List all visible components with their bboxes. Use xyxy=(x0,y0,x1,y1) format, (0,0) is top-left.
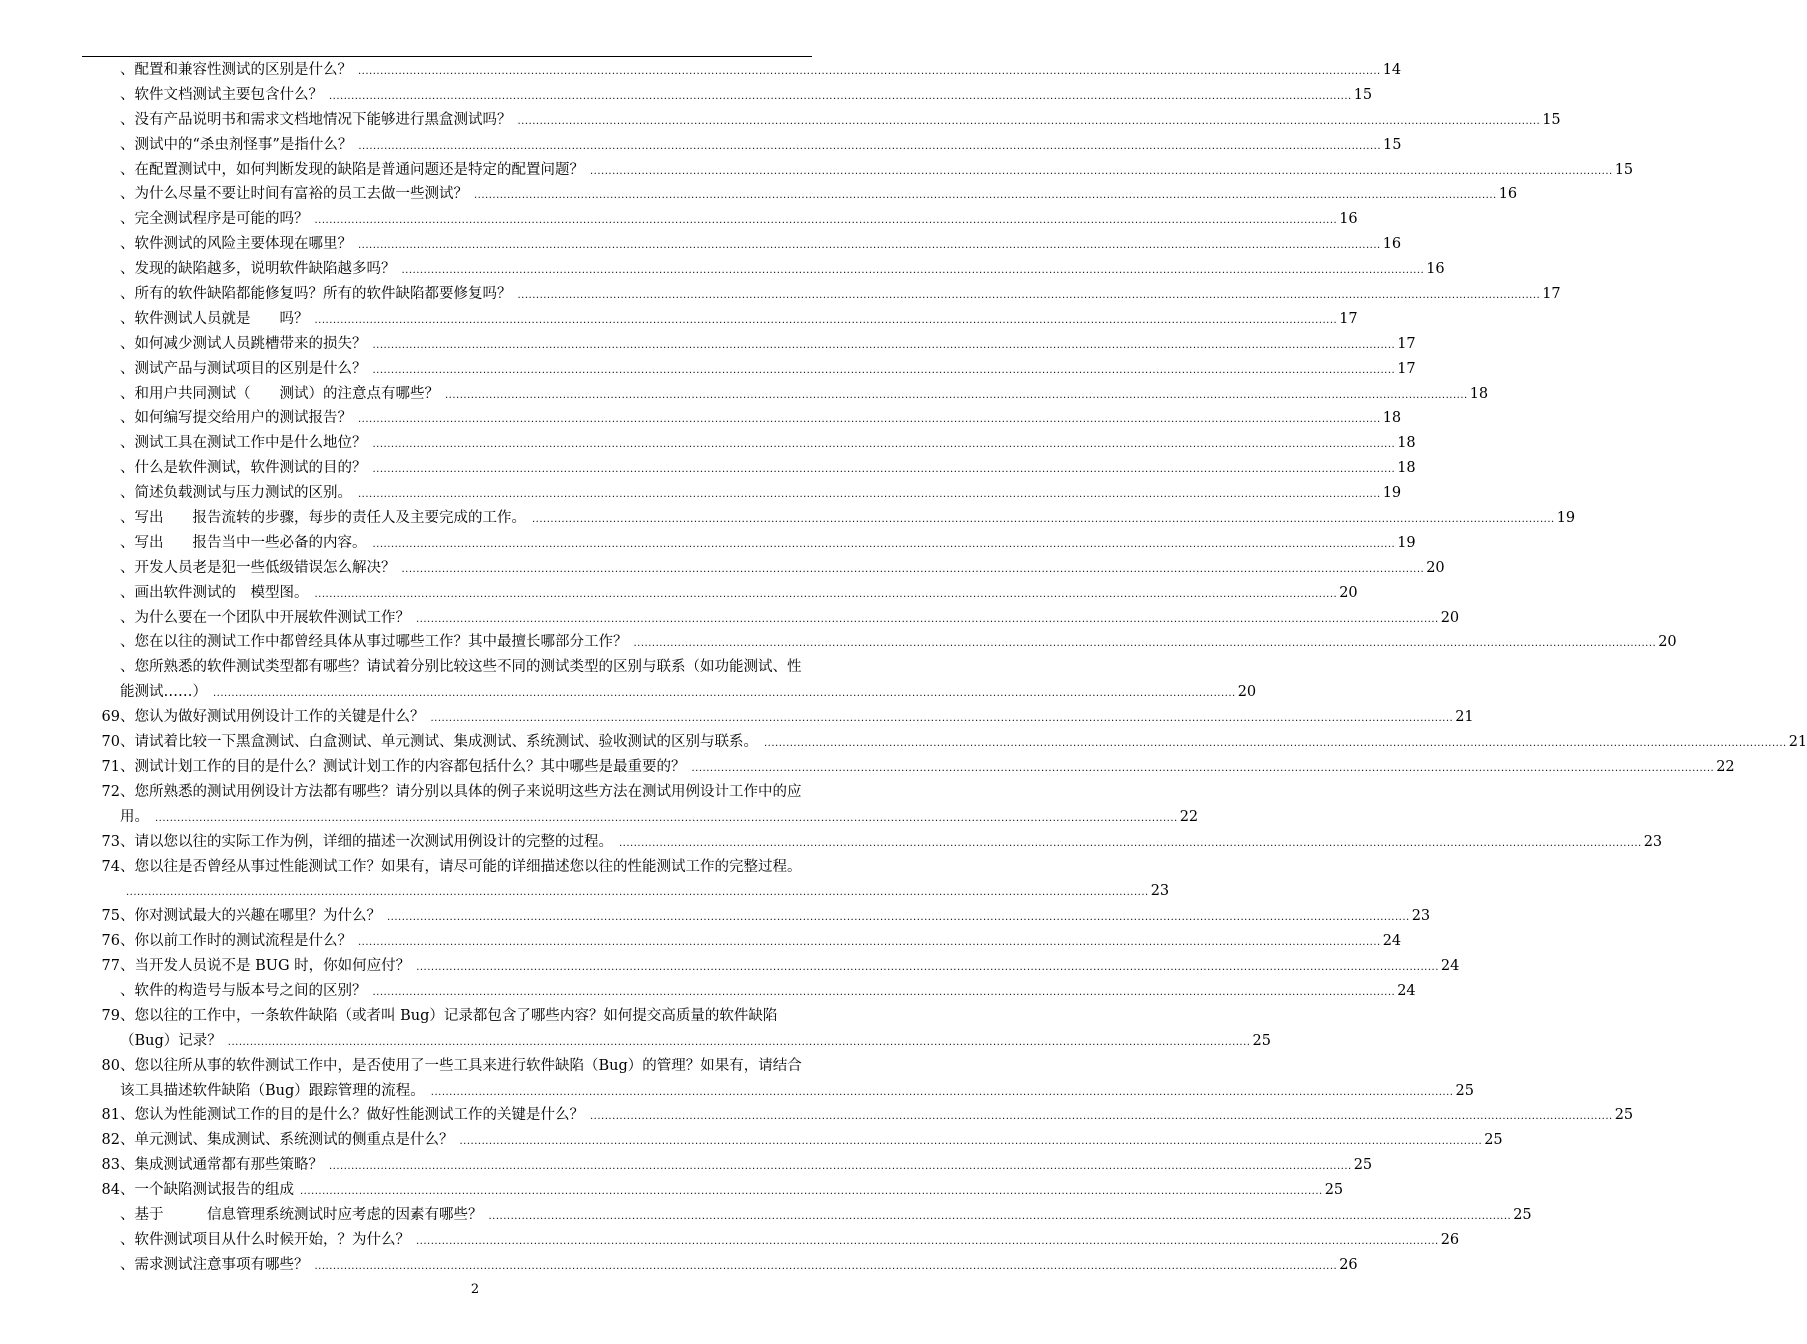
dot-leader xyxy=(358,408,1381,433)
toc-line xyxy=(84,1103,1634,1128)
toc-entry-title: 、完全测试程序是可能的吗？ xyxy=(120,211,309,228)
toc-entry-page: 21 xyxy=(1455,709,1474,726)
toc-line xyxy=(84,1128,1503,1153)
toc-line xyxy=(84,207,1358,232)
toc-line xyxy=(84,431,1416,456)
toc-entry[interactable] xyxy=(84,755,1735,780)
toc-entry-page: 25 xyxy=(1252,1032,1271,1049)
dot-leader xyxy=(228,1031,1251,1056)
toc-entry-title: 、为什么尽量不要让时间有富裕的员工去做一些测试？ xyxy=(120,186,468,203)
toc-entry-page: 23 xyxy=(1411,908,1431,925)
toc-entry-page: 23 xyxy=(1643,833,1663,850)
dot-leader xyxy=(416,608,1439,633)
toc-entry-title: 、测试计划工作的目的是什么？测试计划工作的内容都包括什么？其中哪些是最重要的？ xyxy=(120,758,686,775)
toc-entry-title: 、需求测试注意事项有哪些？ xyxy=(120,1256,309,1273)
toc-entry-page: 24 xyxy=(1440,958,1460,975)
dot-leader xyxy=(619,832,1642,857)
dot-leader xyxy=(358,931,1381,956)
toc-entry-number: 77 xyxy=(101,958,120,975)
toc-entry[interactable] xyxy=(84,1203,1532,1228)
toc-entry-page: 17 xyxy=(1339,310,1358,327)
toc-entry[interactable] xyxy=(84,332,1416,357)
toc-entry-number: 83 xyxy=(101,1157,120,1174)
toc-line xyxy=(84,108,1561,133)
toc-entry-title: 、一个缺陷测试报告的组成 xyxy=(120,1182,294,1199)
toc-line-continuation xyxy=(84,1079,1474,1104)
toc-entry-page: 25 xyxy=(1353,1157,1373,1174)
toc-entry[interactable] xyxy=(84,257,1445,282)
dot-leader xyxy=(402,558,1425,583)
toc-entry-page: 25 xyxy=(1614,1107,1634,1124)
toc-entry[interactable] xyxy=(84,1103,1634,1128)
toc-line xyxy=(84,1253,1358,1278)
dot-leader xyxy=(126,881,1149,906)
toc-line xyxy=(84,904,1431,929)
toc-line xyxy=(84,830,1663,855)
toc-entry[interactable] xyxy=(84,307,1358,332)
toc-entry-page: 18 xyxy=(1382,410,1402,427)
dot-leader xyxy=(373,433,1396,458)
toc-entry[interactable] xyxy=(84,655,1257,705)
toc-entry[interactable] xyxy=(84,406,1402,431)
dot-leader xyxy=(373,334,1396,359)
toc-line xyxy=(84,481,1402,506)
dot-leader xyxy=(590,160,1613,185)
toc-entry-title: 、什么是软件测试，软件测试的目的？ xyxy=(120,460,367,477)
toc-entry-page: 15 xyxy=(1353,86,1373,103)
toc-entry[interactable] xyxy=(84,855,1170,905)
toc-line xyxy=(84,282,1561,307)
toc-line xyxy=(84,83,1373,108)
toc-entry-number: 76 xyxy=(101,933,120,950)
toc-entry[interactable] xyxy=(84,581,1358,606)
toc-entry[interactable] xyxy=(84,357,1416,382)
toc-entry-page: 20 xyxy=(1440,609,1460,626)
toc-entry-title: 、简述负载测试与压力测试的区别。 xyxy=(120,485,352,502)
toc-entry-number: 70 xyxy=(101,734,120,751)
toc-entry-number: 74 xyxy=(101,858,120,875)
toc-entry[interactable] xyxy=(84,1253,1358,1278)
toc-entry-page: 17 xyxy=(1397,335,1416,352)
toc-entry-number: 72 xyxy=(101,783,120,800)
toc-entry-title: 、软件文档测试主要包含什么？ xyxy=(120,86,323,103)
toc-entry-title: 、测试工具在测试工作中是什么地位？ xyxy=(120,435,367,452)
toc-line xyxy=(84,705,1474,730)
toc-entry-page: 25 xyxy=(1455,1082,1474,1099)
toc-entry[interactable] xyxy=(84,282,1561,307)
dot-leader xyxy=(387,906,1410,931)
toc-entry[interactable] xyxy=(84,182,1518,207)
toc-entry-title: 、您以往所从事的软件测试工作中，是否使用了一些工具来进行软件缺陷（Bug）的管理？如果有，请结合 xyxy=(120,1057,802,1074)
toc-entry[interactable] xyxy=(84,158,1634,183)
toc-entry[interactable] xyxy=(84,1228,1460,1253)
toc-entry-page: 26 xyxy=(1440,1231,1460,1248)
toc-entry-page: 20 xyxy=(1658,634,1677,651)
toc-entry-title: 、您所熟悉的测试用例设计方法都有哪些？请分别以具体的例子来说明这些方法在测试用例设计工作中的应 xyxy=(120,783,802,800)
dot-leader xyxy=(300,1180,1323,1205)
toc-entry[interactable] xyxy=(84,705,1474,730)
dot-leader xyxy=(445,384,1468,409)
toc-line-continuation xyxy=(84,805,1199,830)
toc-entry[interactable] xyxy=(84,1153,1373,1178)
dot-leader xyxy=(315,209,1338,234)
toc-line xyxy=(84,158,1634,183)
toc-entry[interactable] xyxy=(84,1004,1271,1054)
dot-leader xyxy=(474,184,1497,209)
toc-entry-page: 16 xyxy=(1382,236,1402,253)
toc-entry-title-continuation: 能测试……） xyxy=(120,684,207,701)
dot-leader xyxy=(315,583,1338,608)
toc-entry[interactable] xyxy=(84,481,1402,506)
toc-entry-page: 16 xyxy=(1426,261,1445,278)
dot-leader xyxy=(489,1205,1512,1230)
toc-entry-title: 、和用户共同测试（ 测试）的注意点有哪些？ xyxy=(120,385,439,402)
toc-entry-title: 、如何编写提交给用户的测试报告？ xyxy=(120,410,352,427)
toc-line xyxy=(84,954,1460,979)
toc-entry-page: 20 xyxy=(1339,584,1358,601)
dot-leader xyxy=(692,757,1715,782)
table-of-contents xyxy=(84,58,1807,1278)
toc-line xyxy=(84,655,906,680)
toc-line xyxy=(84,1228,1460,1253)
toc-entry-page: 20 xyxy=(1426,559,1445,576)
toc-line xyxy=(84,357,1416,382)
toc-entry-number: 80 xyxy=(101,1057,120,1074)
dot-leader xyxy=(431,707,1454,732)
dot-leader xyxy=(431,1081,1454,1106)
toc-entry-page: 24 xyxy=(1382,933,1402,950)
dot-leader xyxy=(402,259,1425,284)
toc-line xyxy=(84,307,1358,332)
toc-entry-page: 24 xyxy=(1397,982,1416,999)
toc-entry-title: 、您以往的工作中，一条软件缺陷（或者叫 Bug）记录都包含了哪些内容？如何提交高质量的软件缺陷 xyxy=(120,1007,778,1024)
toc-line xyxy=(84,382,1489,407)
toc-entry[interactable] xyxy=(84,606,1460,631)
toc-entry-page: 17 xyxy=(1397,360,1416,377)
toc-entry[interactable] xyxy=(84,730,1807,755)
toc-entry-page: 23 xyxy=(1150,883,1170,900)
toc-entry-title: 、为什么要在一个团队中开展软件测试工作？ xyxy=(120,609,410,626)
toc-entry[interactable] xyxy=(84,630,1677,655)
toc-entry-number: 79 xyxy=(101,1007,120,1024)
page-number: 2 xyxy=(470,1282,480,1297)
toc-line xyxy=(84,730,1807,755)
toc-entry-page: 16 xyxy=(1498,186,1518,203)
toc-line xyxy=(84,929,1402,954)
toc-line xyxy=(84,780,906,805)
toc-entry-page: 22 xyxy=(1179,808,1199,825)
toc-entry[interactable] xyxy=(84,1054,1474,1104)
toc-line-continuation xyxy=(84,1029,1271,1054)
toc-line xyxy=(84,58,1402,83)
toc-entry-title: 、写出 报告流转的步骤，每步的责任人及主要完成的工作。 xyxy=(120,510,526,527)
dot-leader xyxy=(358,60,1381,85)
toc-entry-title: 、你对测试最大的兴趣在哪里？为什么？ xyxy=(120,908,381,925)
toc-line xyxy=(84,1004,906,1029)
toc-entry-page: 25 xyxy=(1513,1206,1532,1223)
toc-entry-title: 、在配置测试中，如何判断发现的缺陷是普通问题还是特定的配置问题？ xyxy=(120,161,584,178)
toc-entry-title: 、基于 信息管理系统测试时应考虑的因素有哪些？ xyxy=(120,1206,483,1223)
header-rule xyxy=(82,56,812,57)
toc-entry-page: 19 xyxy=(1556,510,1576,527)
toc-entry-page: 26 xyxy=(1339,1256,1358,1273)
toc-entry-number: 69 xyxy=(101,709,120,726)
toc-entry-page: 15 xyxy=(1614,161,1634,178)
toc-entry[interactable] xyxy=(84,207,1358,232)
dot-leader xyxy=(329,85,1352,110)
toc-entry-title: 、测试产品与测试项目的区别是什么？ xyxy=(120,360,367,377)
toc-entry[interactable] xyxy=(84,456,1416,481)
toc-entry[interactable] xyxy=(84,431,1416,456)
toc-entry-title: 、请以您以往的实际工作为例，详细的描述一次测试用例设计的完整的过程。 xyxy=(120,833,613,850)
toc-entry-title: 、所有的软件缺陷都能修复吗？所有的软件缺陷都要修复吗？ xyxy=(120,286,512,303)
toc-entry[interactable] xyxy=(84,133,1402,158)
toc-line xyxy=(84,855,906,880)
toc-line xyxy=(84,1203,1532,1228)
dot-leader xyxy=(634,632,1657,657)
dot-leader xyxy=(373,359,1396,384)
toc-entry-page: 25 xyxy=(1484,1132,1503,1149)
toc-line xyxy=(84,606,1460,631)
toc-entry-title: 、单元测试、集成测试、系统测试的侧重点是什么？ xyxy=(120,1132,454,1149)
toc-entry-number: 81 xyxy=(101,1107,120,1124)
toc-line xyxy=(84,506,1576,531)
toc-entry-page: 17 xyxy=(1542,286,1561,303)
toc-entry-number: 73 xyxy=(101,833,120,850)
toc-entry-page: 14 xyxy=(1382,62,1402,78)
dot-leader xyxy=(764,732,1787,757)
toc-line xyxy=(84,1054,906,1079)
toc-line xyxy=(84,332,1416,357)
toc-entry-page: 25 xyxy=(1324,1182,1344,1199)
toc-line xyxy=(84,531,1416,556)
toc-entry-page: 15 xyxy=(1383,136,1402,153)
toc-entry-page: 18 xyxy=(1397,460,1416,477)
toc-entry[interactable] xyxy=(84,531,1416,556)
toc-line xyxy=(84,755,1735,780)
toc-line xyxy=(84,979,1416,1004)
toc-line xyxy=(84,257,1445,282)
toc-entry-number: 71 xyxy=(101,758,120,775)
toc-entry[interactable] xyxy=(84,1178,1344,1203)
dot-leader xyxy=(373,533,1396,558)
toc-entry-page: 21 xyxy=(1788,734,1807,751)
toc-line xyxy=(84,581,1358,606)
toc-entry-title: 、软件测试人员就是 吗？ xyxy=(120,310,309,327)
toc-line xyxy=(84,630,1677,655)
dot-leader xyxy=(213,682,1236,707)
dot-leader xyxy=(373,458,1396,483)
dot-leader xyxy=(358,234,1381,259)
toc-line xyxy=(84,556,1445,581)
dot-leader xyxy=(358,483,1381,508)
dot-leader xyxy=(315,309,1338,334)
toc-entry-title: 、配置和兼容性测试的区别是什么？ xyxy=(120,62,352,78)
toc-entry[interactable] xyxy=(84,929,1402,954)
toc-line xyxy=(84,182,1518,207)
toc-entry-page: 15 xyxy=(1542,111,1561,128)
toc-entry-title-continuation: 用。 xyxy=(120,808,149,825)
toc-entry-title: 、您以往是否曾经从事过性能测试工作？如果有，请尽可能的详细描述您以往的性能测试工作的完整过程。 xyxy=(120,858,802,875)
toc-entry-title-continuation: 该工具描述软件缺陷（Bug）跟踪管理的流程。 xyxy=(120,1082,425,1099)
toc-entry-title: 、当开发人员说不是 BUG 时，你如何应付？ xyxy=(120,958,411,975)
toc-entry-page: 18 xyxy=(1397,435,1416,452)
toc-line xyxy=(84,456,1416,481)
toc-entry[interactable] xyxy=(84,556,1445,581)
toc-entry[interactable] xyxy=(84,232,1402,257)
dot-leader xyxy=(460,1130,1483,1155)
toc-entry[interactable] xyxy=(84,830,1663,855)
dot-leader xyxy=(532,508,1555,533)
toc-entry[interactable] xyxy=(84,1128,1503,1153)
dot-leader xyxy=(518,110,1541,135)
toc-entry-title: 、您所熟悉的软件测试类型都有哪些？请试着分别比较这些不同的测试类型的区别与联系（如功能测试、性 xyxy=(120,659,802,676)
dot-leader xyxy=(315,1255,1338,1280)
dot-leader xyxy=(358,135,1381,160)
toc-entry-page: 22 xyxy=(1716,758,1735,775)
toc-entry-title: 、测试中的“杀虫剂怪事”是指什么？ xyxy=(120,136,353,153)
toc-entry[interactable] xyxy=(84,954,1460,979)
toc-entry[interactable] xyxy=(84,979,1416,1004)
toc-entry[interactable] xyxy=(84,58,1402,83)
toc-entry[interactable] xyxy=(84,780,1199,830)
toc-entry[interactable] xyxy=(84,108,1561,133)
toc-entry-number: 75 xyxy=(101,908,120,925)
toc-entry-title: 、你以前工作时的测试流程是什么？ xyxy=(120,933,352,950)
toc-line xyxy=(84,1153,1373,1178)
dot-leader xyxy=(373,981,1396,1006)
toc-entry-title: 、您认为性能测试工作的目的是什么？做好性能测试工作的关键是什么？ xyxy=(120,1107,584,1124)
toc-entry-title: 、您在以往的测试工作中都曾经具体从事过哪些工作？其中最擅长哪部分工作？ xyxy=(120,634,628,651)
toc-entry[interactable] xyxy=(84,904,1431,929)
toc-entry-page: 19 xyxy=(1397,534,1416,551)
toc-entry-title: 、画出软件测试的 模型图。 xyxy=(120,584,309,601)
toc-entry[interactable] xyxy=(84,506,1576,531)
toc-entry-title: 、集成测试通常都有那些策略？ xyxy=(120,1157,323,1174)
toc-entry-page: 16 xyxy=(1339,211,1358,228)
dot-leader xyxy=(155,807,1178,832)
toc-entry-page: 18 xyxy=(1469,385,1489,402)
toc-entry-title: 、软件测试的风险主要体现在哪里？ xyxy=(120,236,352,253)
toc-entry-title: 、请试着比较一下黑盒测试、白盒测试、单元测试、集成测试、系统测试、验收测试的区别与联系。 xyxy=(120,734,758,751)
toc-entry-page: 20 xyxy=(1237,684,1257,701)
toc-line xyxy=(84,232,1402,257)
dot-leader xyxy=(416,956,1439,981)
toc-entry-title: 、如何减少测试人员跳槽带来的损失？ xyxy=(120,335,367,352)
toc-entry-title: 、没有产品说明书和需求文档地情况下能够进行黑盒测试吗？ xyxy=(120,111,512,128)
toc-line xyxy=(84,406,1402,431)
toc-entry-title: 、您认为做好测试用例设计工作的关键是什么？ xyxy=(120,709,425,726)
toc-entry-title: 、发现的缺陷越多，说明软件缺陷越多吗？ xyxy=(120,261,396,278)
toc-entry-title: 、软件的构造号与版本号之间的区别？ xyxy=(120,982,367,999)
toc-entry-title: 、写出 报告当中一些必备的内容。 xyxy=(120,534,367,551)
toc-entry-number: 84 xyxy=(101,1182,120,1199)
dot-leader xyxy=(590,1105,1613,1130)
dot-leader xyxy=(329,1155,1352,1180)
toc-entry-title: 、开发人员老是犯一些低级错误怎么解决？ xyxy=(120,559,396,576)
toc-line-continuation xyxy=(84,680,1257,705)
toc-entry-title: 、软件测试项目从什么时候开始，？为什么？ xyxy=(120,1231,410,1248)
toc-entry-page: 19 xyxy=(1382,485,1402,502)
toc-line xyxy=(84,133,1402,158)
toc-line xyxy=(84,1178,1344,1203)
toc-entry-title-continuation: （Bug）记录？ xyxy=(120,1032,222,1049)
toc-entry[interactable] xyxy=(84,382,1489,407)
toc-entry[interactable] xyxy=(84,83,1373,108)
dot-leader xyxy=(518,284,1541,309)
toc-line-continuation xyxy=(84,879,1170,904)
toc-entry-number: 82 xyxy=(101,1132,120,1149)
dot-leader xyxy=(416,1230,1439,1255)
